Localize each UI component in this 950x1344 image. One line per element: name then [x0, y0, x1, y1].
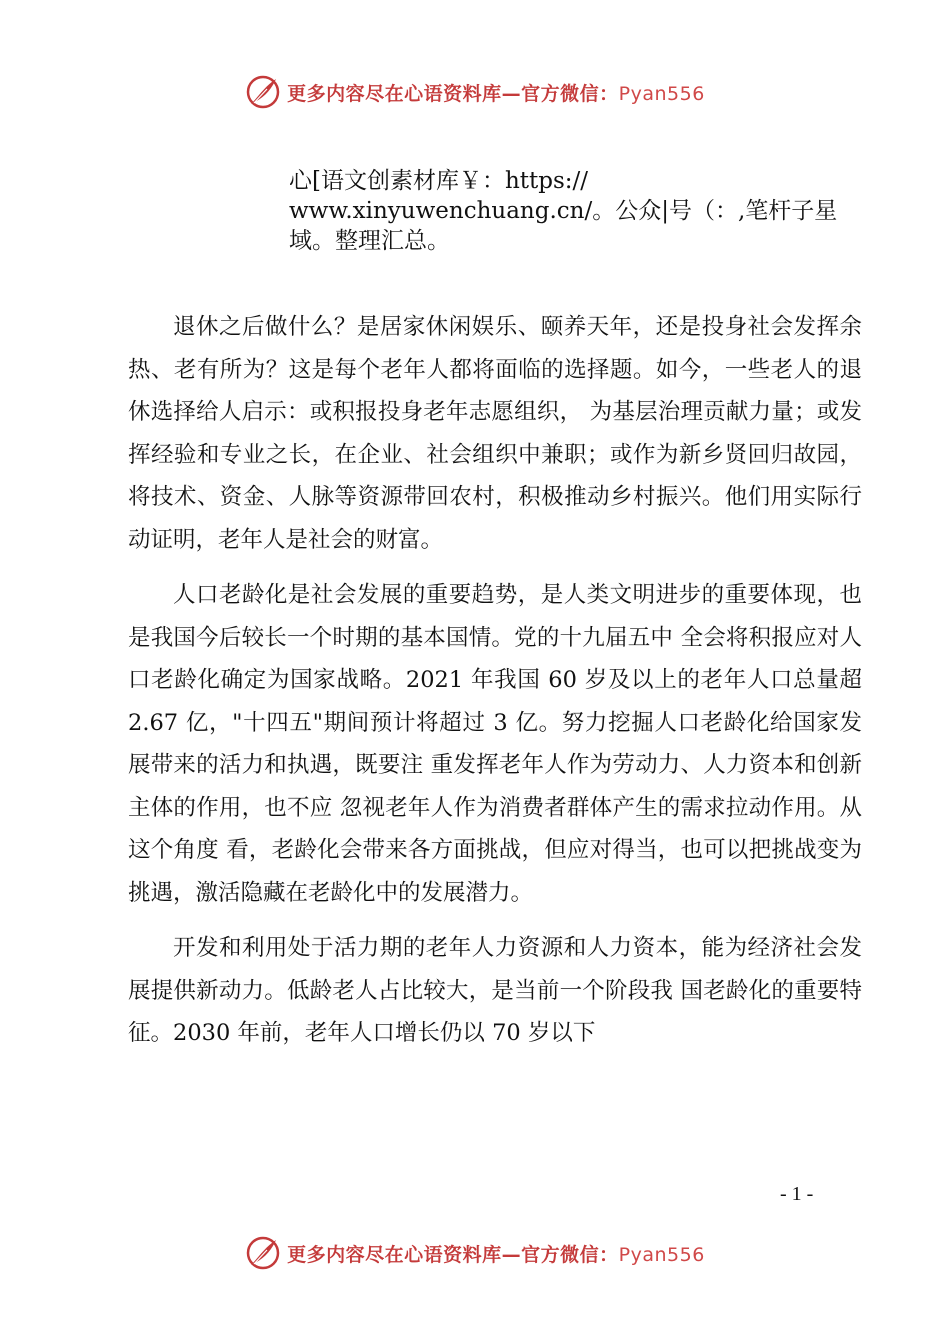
- paragraph: 开发和利用处于活力期的老年人力资源和人力资本，能为经济社会发展提供新动力。低龄老人占比较大，是当前一个阶段我 国老龄化的重要特征。2030 年前，老年人口增长仍以 70 岁以下: [128, 935, 862, 1046]
- watermark-content: [245, 74, 705, 110]
- feather-pen-seal-icon: [245, 1235, 281, 1271]
- watermark-handle: Pyan556: [618, 82, 705, 105]
- paragraph: 退休之后做什么？是居家休闲娱乐、颐养天年，还是投身社会发挥余热、老有所为？这是每个老年人都将面临的选择题。如今，一些老人的退休选择给人启示：或积报投身老年志愿组织， 为基层治理贡献力量；或发挥经验和专业之长，在企业、社会组织中兼职；或作为新乡贤回归故园，将技术、资金、人脉等资源带回农村，积极推动乡村振兴。他们用实际行动证明，老年人是社会的财富。: [128, 314, 862, 553]
- feather-pen-seal-icon: [245, 74, 281, 110]
- watermark-banner-bottom: [0, 1231, 950, 1275]
- watermark-banner-top: [0, 70, 950, 114]
- watermark-text: 更多内容尽在心语资料库—官方微信：Pyan556: [287, 1243, 705, 1266]
- watermark-content: [245, 1235, 705, 1271]
- watermark-text: 更多内容尽在心语资料库—官方微信：Pyan556: [287, 82, 705, 105]
- article-body: [128, 306, 862, 1068]
- source-note: 心[语文创素材库￥：https:// www.xinyuwenchuang.cn/。公众|号（：,笔杆子星 域。整理汇总。: [289, 168, 838, 254]
- paragraph: 人口老龄化是社会发展的重要趋势，是人类文明进步的重要体现，也是我国今后较长一个时期的基本国情。党的十九届五中 全会将积报应对人口老龄化确定为国家战略。2021 年我国 60 岁及以上的老年人口总量超 2.67 亿，"十四五"期间预计将超过 3 亿。努力挖掘人口老龄化给国家发展带来的活力和执遇，既要注 重发挥老年人作为劳动力、人力资本和创新主体的作用，也不应 忽视老年人作为消费者群体产生的需求拉动作用。从这个角度 看，老龄化会带来各方面挑战，但应对得当，也可以把挑战变为挑遇，激活隐藏在老龄化中的发展潜力。: [128, 582, 862, 906]
- watermark-handle: Pyan556: [618, 1243, 705, 1266]
- page-number: - 1 -: [780, 1183, 814, 1205]
